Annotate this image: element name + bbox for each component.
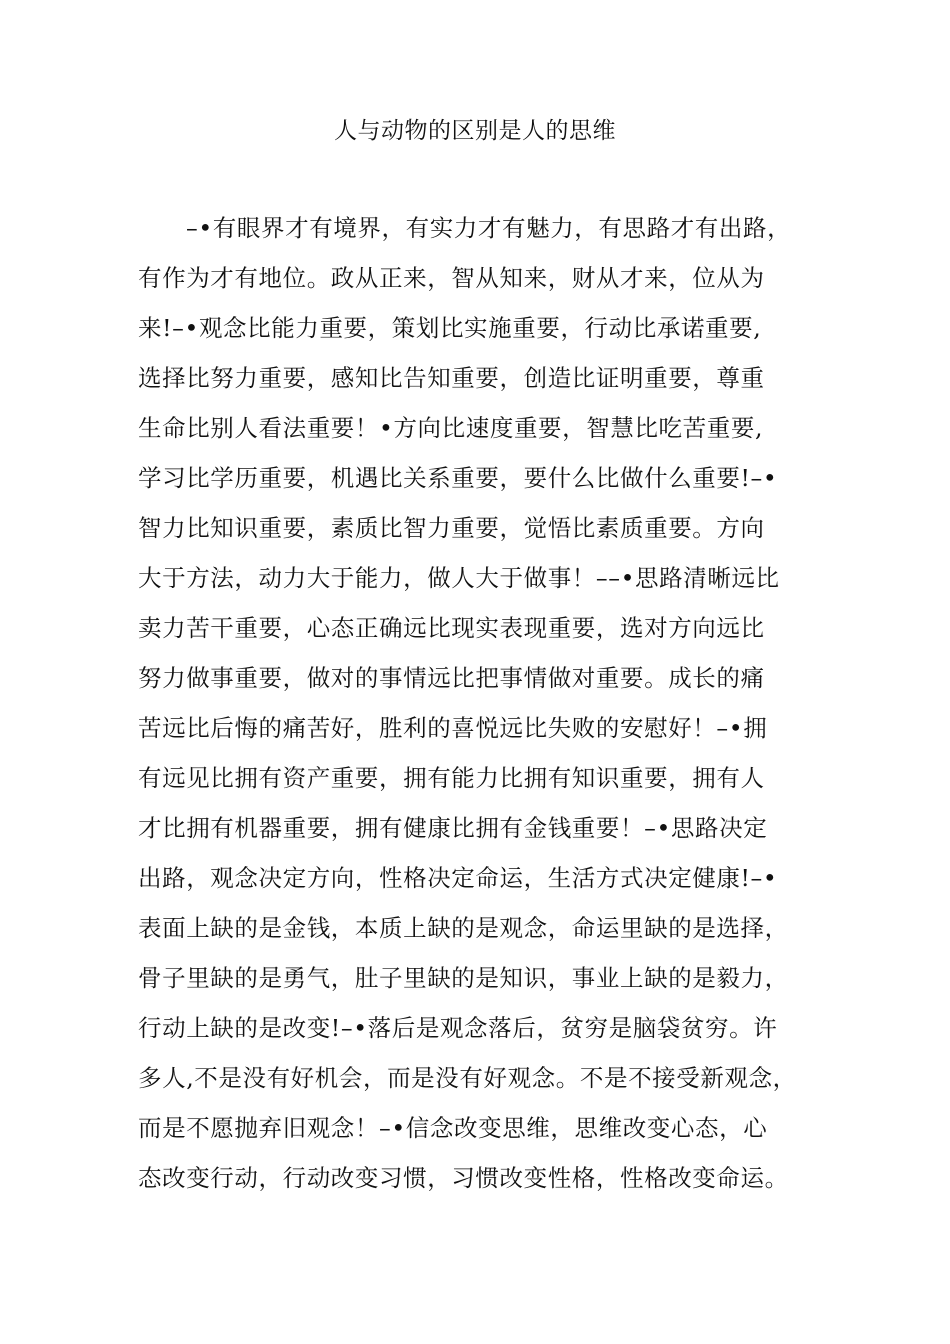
body-line: 有远见比拥有资产重要，拥有能力比拥有知识重要，拥有人 [138, 764, 765, 792]
body-line: 行动上缺的是改变!–•落后是观念落后，贫穷是脑袋贫穷。许 [138, 1014, 778, 1042]
document-title: 人与动物的区别是人的思维 [334, 118, 616, 144]
body-line: 苦远比后悔的痛苦好，胜利的喜悦远比失败的安慰好！–•拥 [138, 714, 768, 742]
body-line: 表面上缺的是金钱，本质上缺的是观念，命运里缺的是选择， [138, 914, 789, 942]
body-line: 出路，观念决定方向，性格决定命运，生活方式决定健康!–• [138, 864, 778, 892]
body-line: 选择比努力重要，感知比告知重要，创造比证明重要，尊重 [138, 364, 765, 392]
body-line: –•有眼界才有境界，有实力才有魅力，有思路才有出路， [186, 214, 792, 242]
body-line: 态改变行动，行动改变习惯，习惯改变性格，性格改变命运。 [138, 1164, 789, 1192]
body-line: 来!–•观念比能力重要，策划比实施重要，行动比承诺重要, [138, 314, 762, 342]
document-body [138, 203, 828, 1203]
body-line: 卖力苦干重要，心态正确远比现实表现重要，选对方向远比 [138, 614, 765, 642]
body-line: 努力做事重要，做对的事情远比把事情做对重要。成长的痛 [138, 664, 765, 692]
body-line: 大于方法，动力大于能力，做人大于做事！––•思路清晰远比 [138, 564, 780, 592]
body-line: 有作为才有地位。政从正来，智从知来，财从才来，位从为 [138, 264, 765, 292]
body-line: 多人,不是没有好机会，而是没有好观念。不是不接受新观念， [138, 1064, 797, 1092]
body-line: 才比拥有机器重要，拥有健康比拥有金钱重要！–•思路决定 [138, 814, 768, 842]
body-line: 而是不愿抛弃旧观念！–•信念改变思维，思维改变心态，心 [138, 1114, 768, 1142]
body-line: 学习比学历重要，机遇比关系重要，要什么比做什么重要!–• [138, 464, 778, 492]
body-line: 骨子里缺的是勇气，肚子里缺的是知识，事业上缺的是毅力， [138, 964, 789, 992]
body-line: 智力比知识重要，素质比智力重要，觉悟比素质重要。方向 [138, 514, 765, 542]
body-line: 生命比别人看法重要！•方向比速度重要，智慧比吃苦重要, [138, 414, 764, 442]
